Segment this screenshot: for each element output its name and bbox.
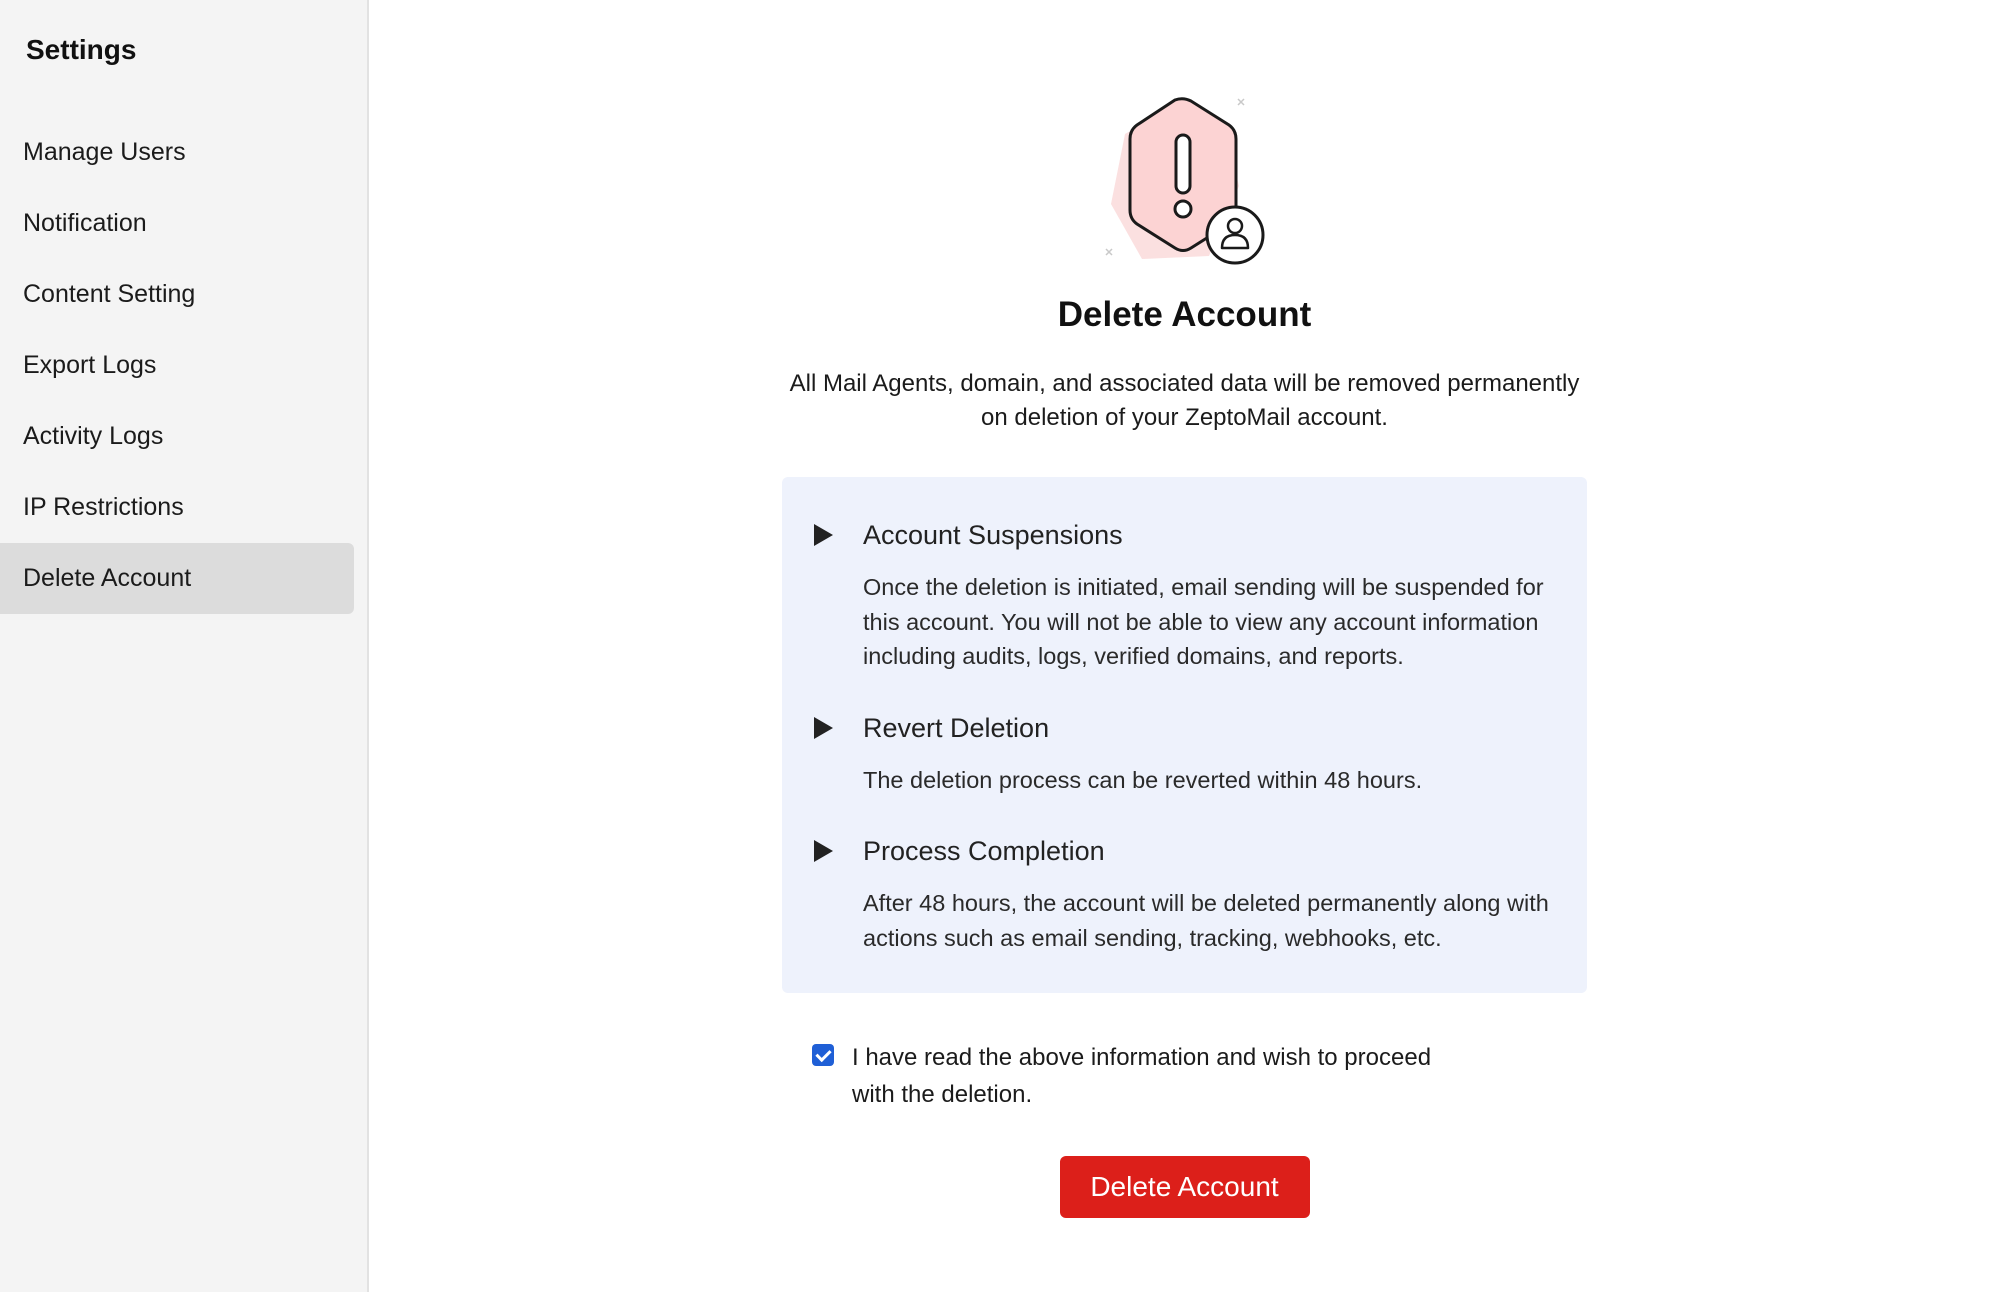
sidebar-title: Settings [26, 34, 137, 65]
info-heading: Revert Deletion [863, 712, 1050, 743]
sidebar-item-export-logs[interactable]: Export Logs [23, 351, 157, 379]
page-description: All Mail Agents, domain, and associated data will be removed permanently on deletion of your ZeptoMail account. [789, 370, 1580, 431]
caret-right-icon [814, 717, 833, 739]
page-title: Delete Account [1057, 295, 1312, 334]
info-body: The deletion process can be reverted within 48 hours. [863, 766, 1423, 793]
info-body: After 48 hours, the account will be deleted permanently along with actions such as email sending, tracking, webhooks, etc. [863, 890, 1549, 951]
confirm-deletion-label[interactable]: I have read the above information and wish to proceed with the deletion. [852, 1044, 1432, 1108]
caret-right-icon [814, 524, 833, 546]
sidebar-item-notification[interactable]: Notification [23, 209, 147, 237]
main-content [369, 0, 2000, 1292]
delete-account-panel [369, 0, 2000, 1218]
warning-hexagon-user-icon [1095, 92, 1275, 277]
sidebar-item-delete-account[interactable]: Delete Account [0, 543, 354, 614]
caret-right-icon [814, 840, 833, 862]
sidebar-item-ip-restrictions[interactable]: IP Restrictions [23, 493, 184, 521]
info-section-account-suspensions [814, 517, 1551, 674]
info-heading: Account Suspensions [863, 520, 1123, 550]
confirm-deletion-checkbox[interactable] [812, 1044, 834, 1066]
info-heading: Process Completion [863, 836, 1105, 866]
info-section-process-completion [814, 833, 1551, 955]
info-section-revert-deletion [814, 710, 1551, 798]
deletion-info-box [782, 477, 1587, 993]
settings-nav [0, 117, 354, 614]
settings-sidebar [0, 0, 369, 1292]
sidebar-item-manage-users[interactable]: Manage Users [23, 138, 186, 166]
sidebar-item-content-setting[interactable]: Content Setting [23, 280, 196, 308]
sidebar-item-activity-logs[interactable]: Activity Logs [23, 422, 164, 450]
confirm-deletion-row [782, 1039, 1587, 1113]
info-body: Once the deletion is initiated, email sending will be suspended for this account. You will not be able to view any account information including audits, logs, verified domains, and reports. [863, 574, 1544, 669]
delete-account-button[interactable]: Delete Account [1060, 1156, 1310, 1218]
